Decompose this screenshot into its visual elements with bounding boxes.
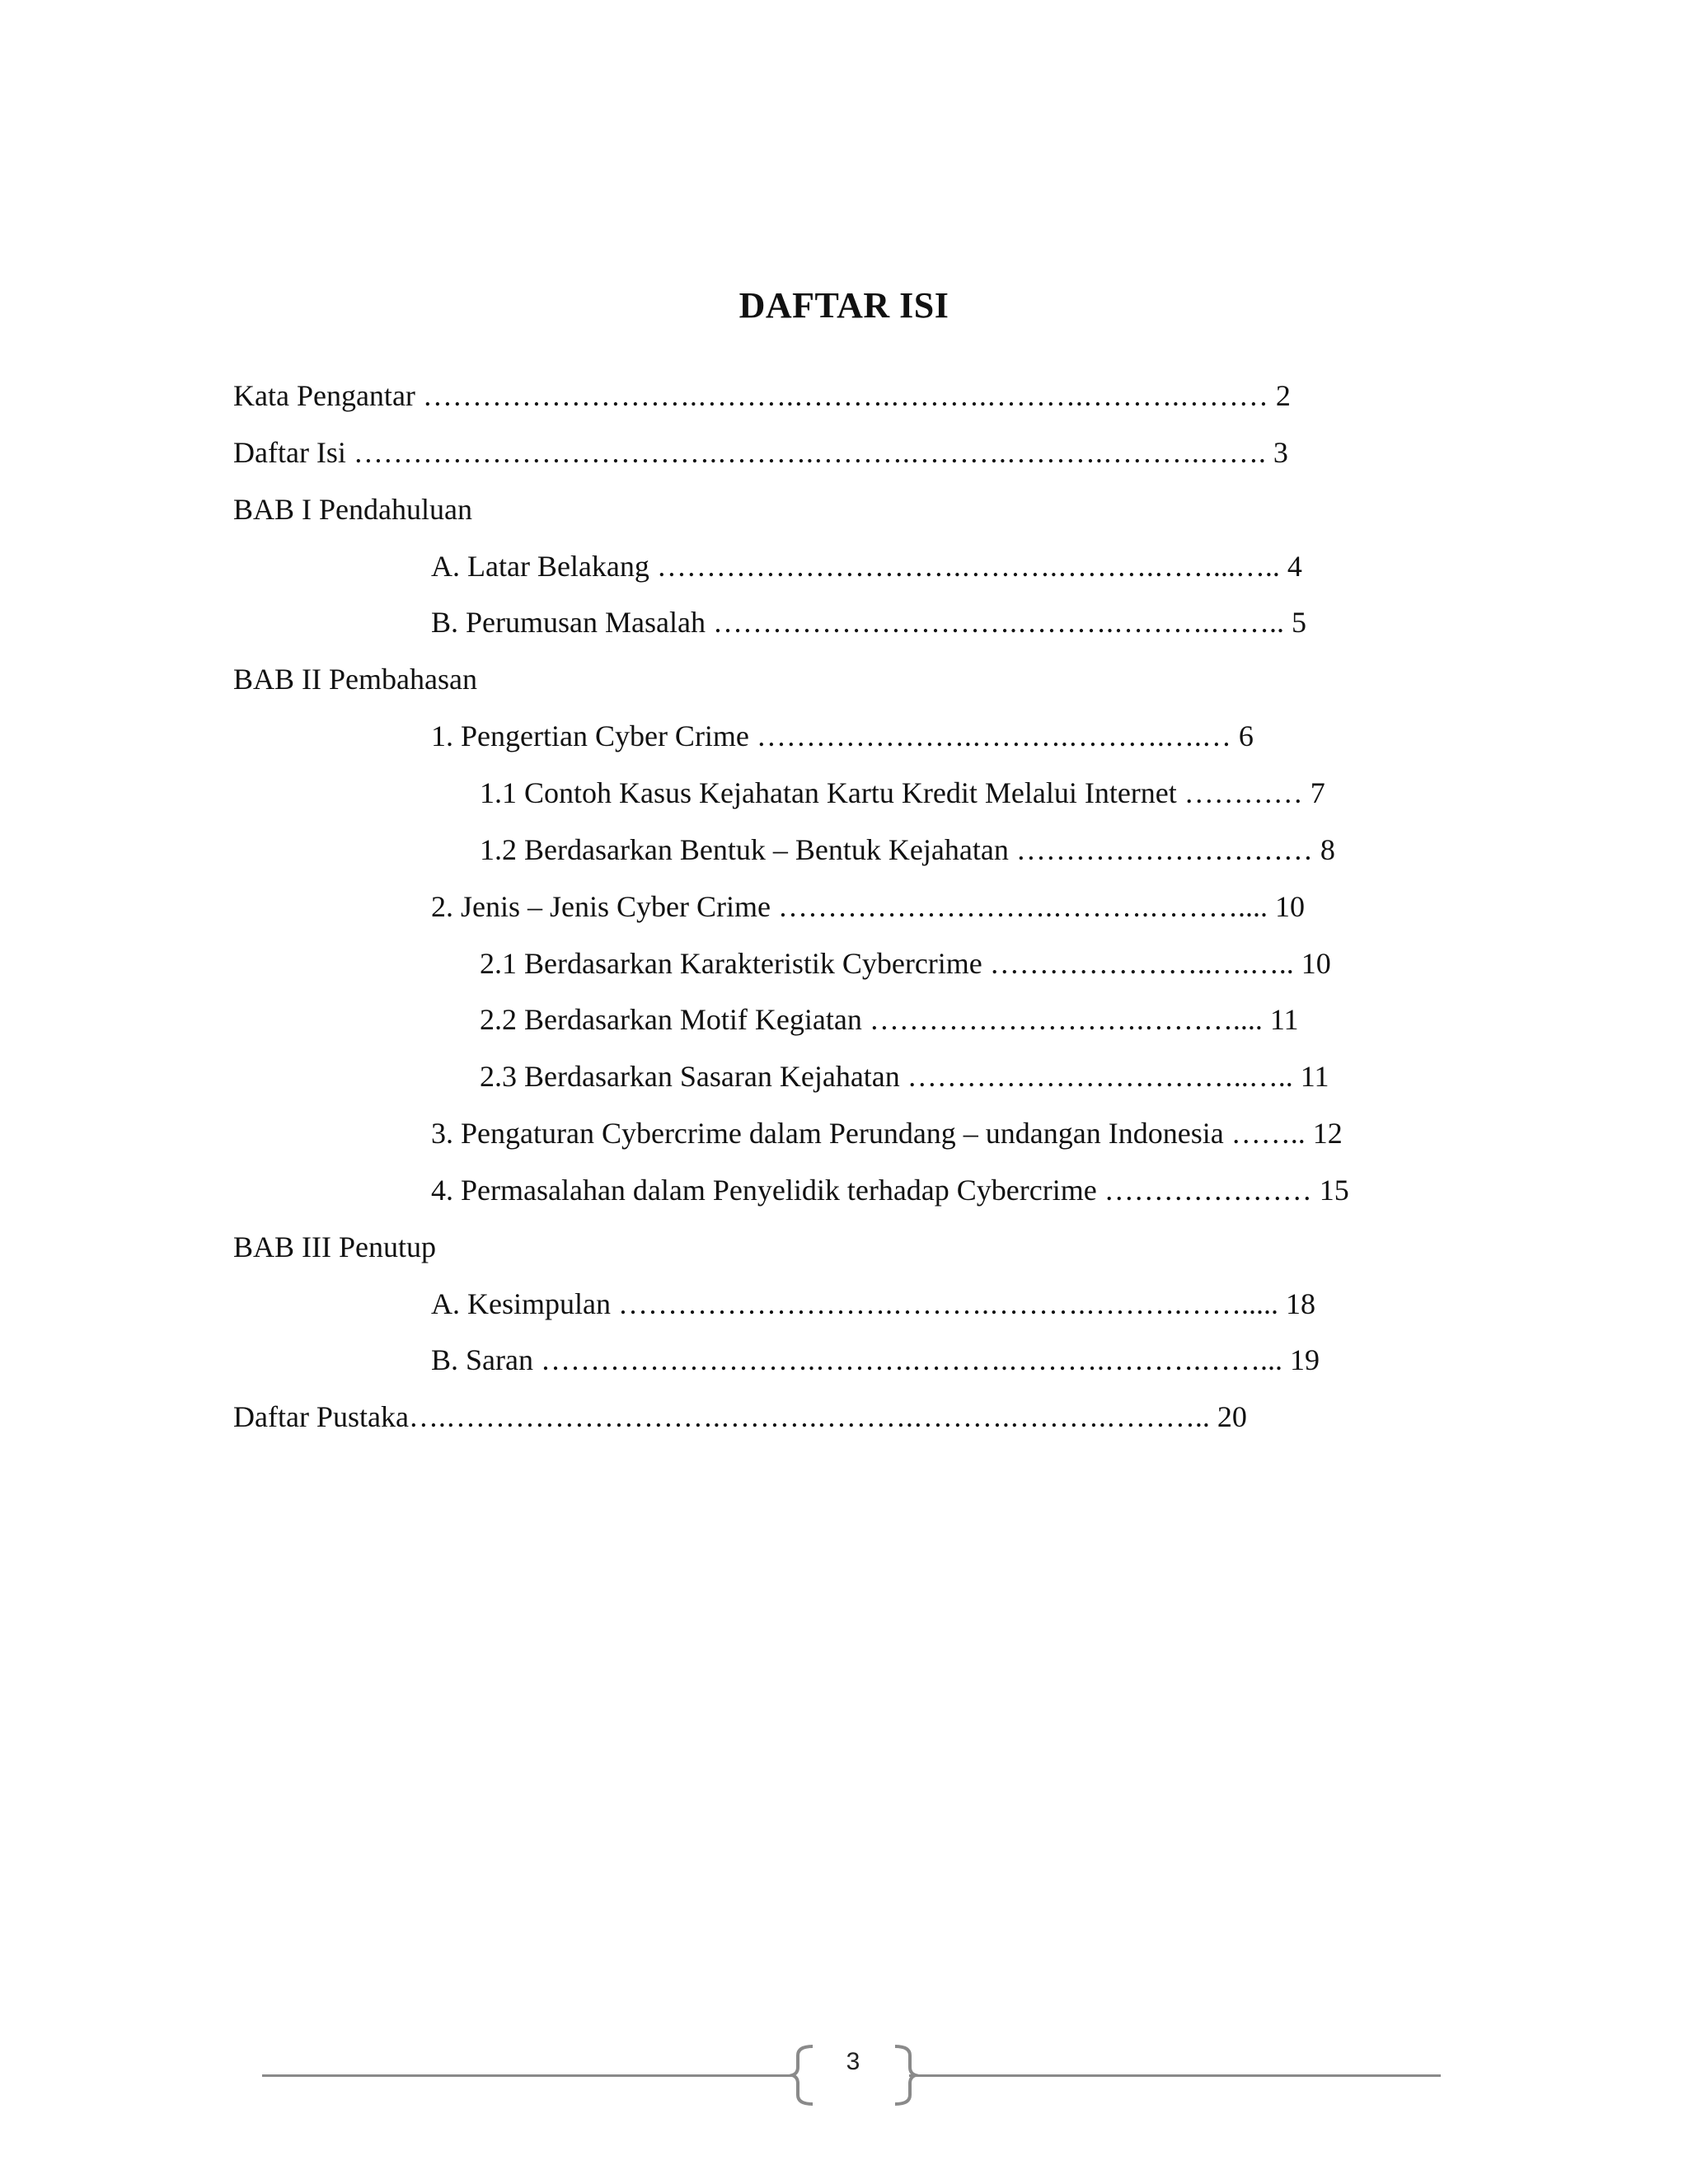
toc-entry-kesimpulan: A. Kesimpulan ……………………….……….……….……….……..... 18 — [431, 1287, 1315, 1320]
footer-left-brace-icon — [790, 2044, 818, 2107]
toc-chapter-bab-1: BAB I Pendahuluan — [233, 493, 472, 526]
toc-entry-daftar-isi: Daftar Isi ……………………………….……….……….……….……….……….……. 3 — [233, 436, 1288, 469]
toc-entry-latar-belakang: A. Latar Belakang ………………………….……….……….……...….. 4 — [431, 550, 1302, 583]
toc-entry-perumusan-masalah: B. Perumusan Masalah ………………………….……….……….…….. 5 — [431, 606, 1306, 639]
toc-entry-pengaturan-cybercrime: 3. Pengaturan Cybercrime dalam Perundang – undangan Indonesia …….. 12 — [431, 1117, 1343, 1150]
footer-rule-right — [909, 2074, 1441, 2077]
footer-rule-left — [262, 2074, 792, 2077]
toc-entry-contoh-kasus: 1.1 Contoh Kasus Kejahatan Kartu Kredit Melalui Internet ………… 7 — [480, 776, 1325, 809]
toc-entry-daftar-pustaka: Daftar Pustaka….……………………….……….……….……….……….……….. 20 — [233, 1400, 1247, 1433]
footer-right-brace-icon — [890, 2044, 918, 2107]
toc-entry-saran: B. Saran ……………………….……….……….……….……….……... 19 — [431, 1343, 1320, 1376]
toc-entry-motif-kegiatan: 2.2 Berdasarkan Motif Kegiatan ……………………….……….... 11 — [480, 1003, 1299, 1036]
page-title: DAFTAR ISI — [738, 285, 950, 326]
toc-entry-permasalahan: 4. Permasalahan dalam Penyelidik terhadap Cybercrime ………………… 15 — [431, 1174, 1349, 1207]
toc-chapter-bab-2: BAB II Pembahasan — [233, 663, 477, 696]
toc-entry-pengertian-cyber-crime: 1. Pengertian Cyber Crime ………………….……….……….….… 6 — [431, 719, 1254, 752]
toc-entry-jenis-cyber-crime: 2. Jenis – Jenis Cyber Crime ……………………….……….……….... 10 — [431, 890, 1305, 923]
toc-chapter-bab-3: BAB III Penutup — [233, 1230, 436, 1263]
page-number: 3 — [846, 2048, 860, 2075]
toc-entry-bentuk-kejahatan: 1.2 Berdasarkan Bentuk – Bentuk Kejahatan ………………………… 8 — [480, 833, 1335, 866]
toc-entry-sasaran-kejahatan: 2.3 Berdasarkan Sasaran Kejahatan ……………………………..….. 11 — [480, 1060, 1329, 1093]
toc-entry-kata-pengantar: Kata Pengantar ……………………….……….……….……….……….……….……… 2 — [233, 379, 1291, 412]
toc-entry-karakteristik: 2.1 Berdasarkan Karakteristik Cybercrime …………………..….….. 10 — [480, 947, 1331, 980]
